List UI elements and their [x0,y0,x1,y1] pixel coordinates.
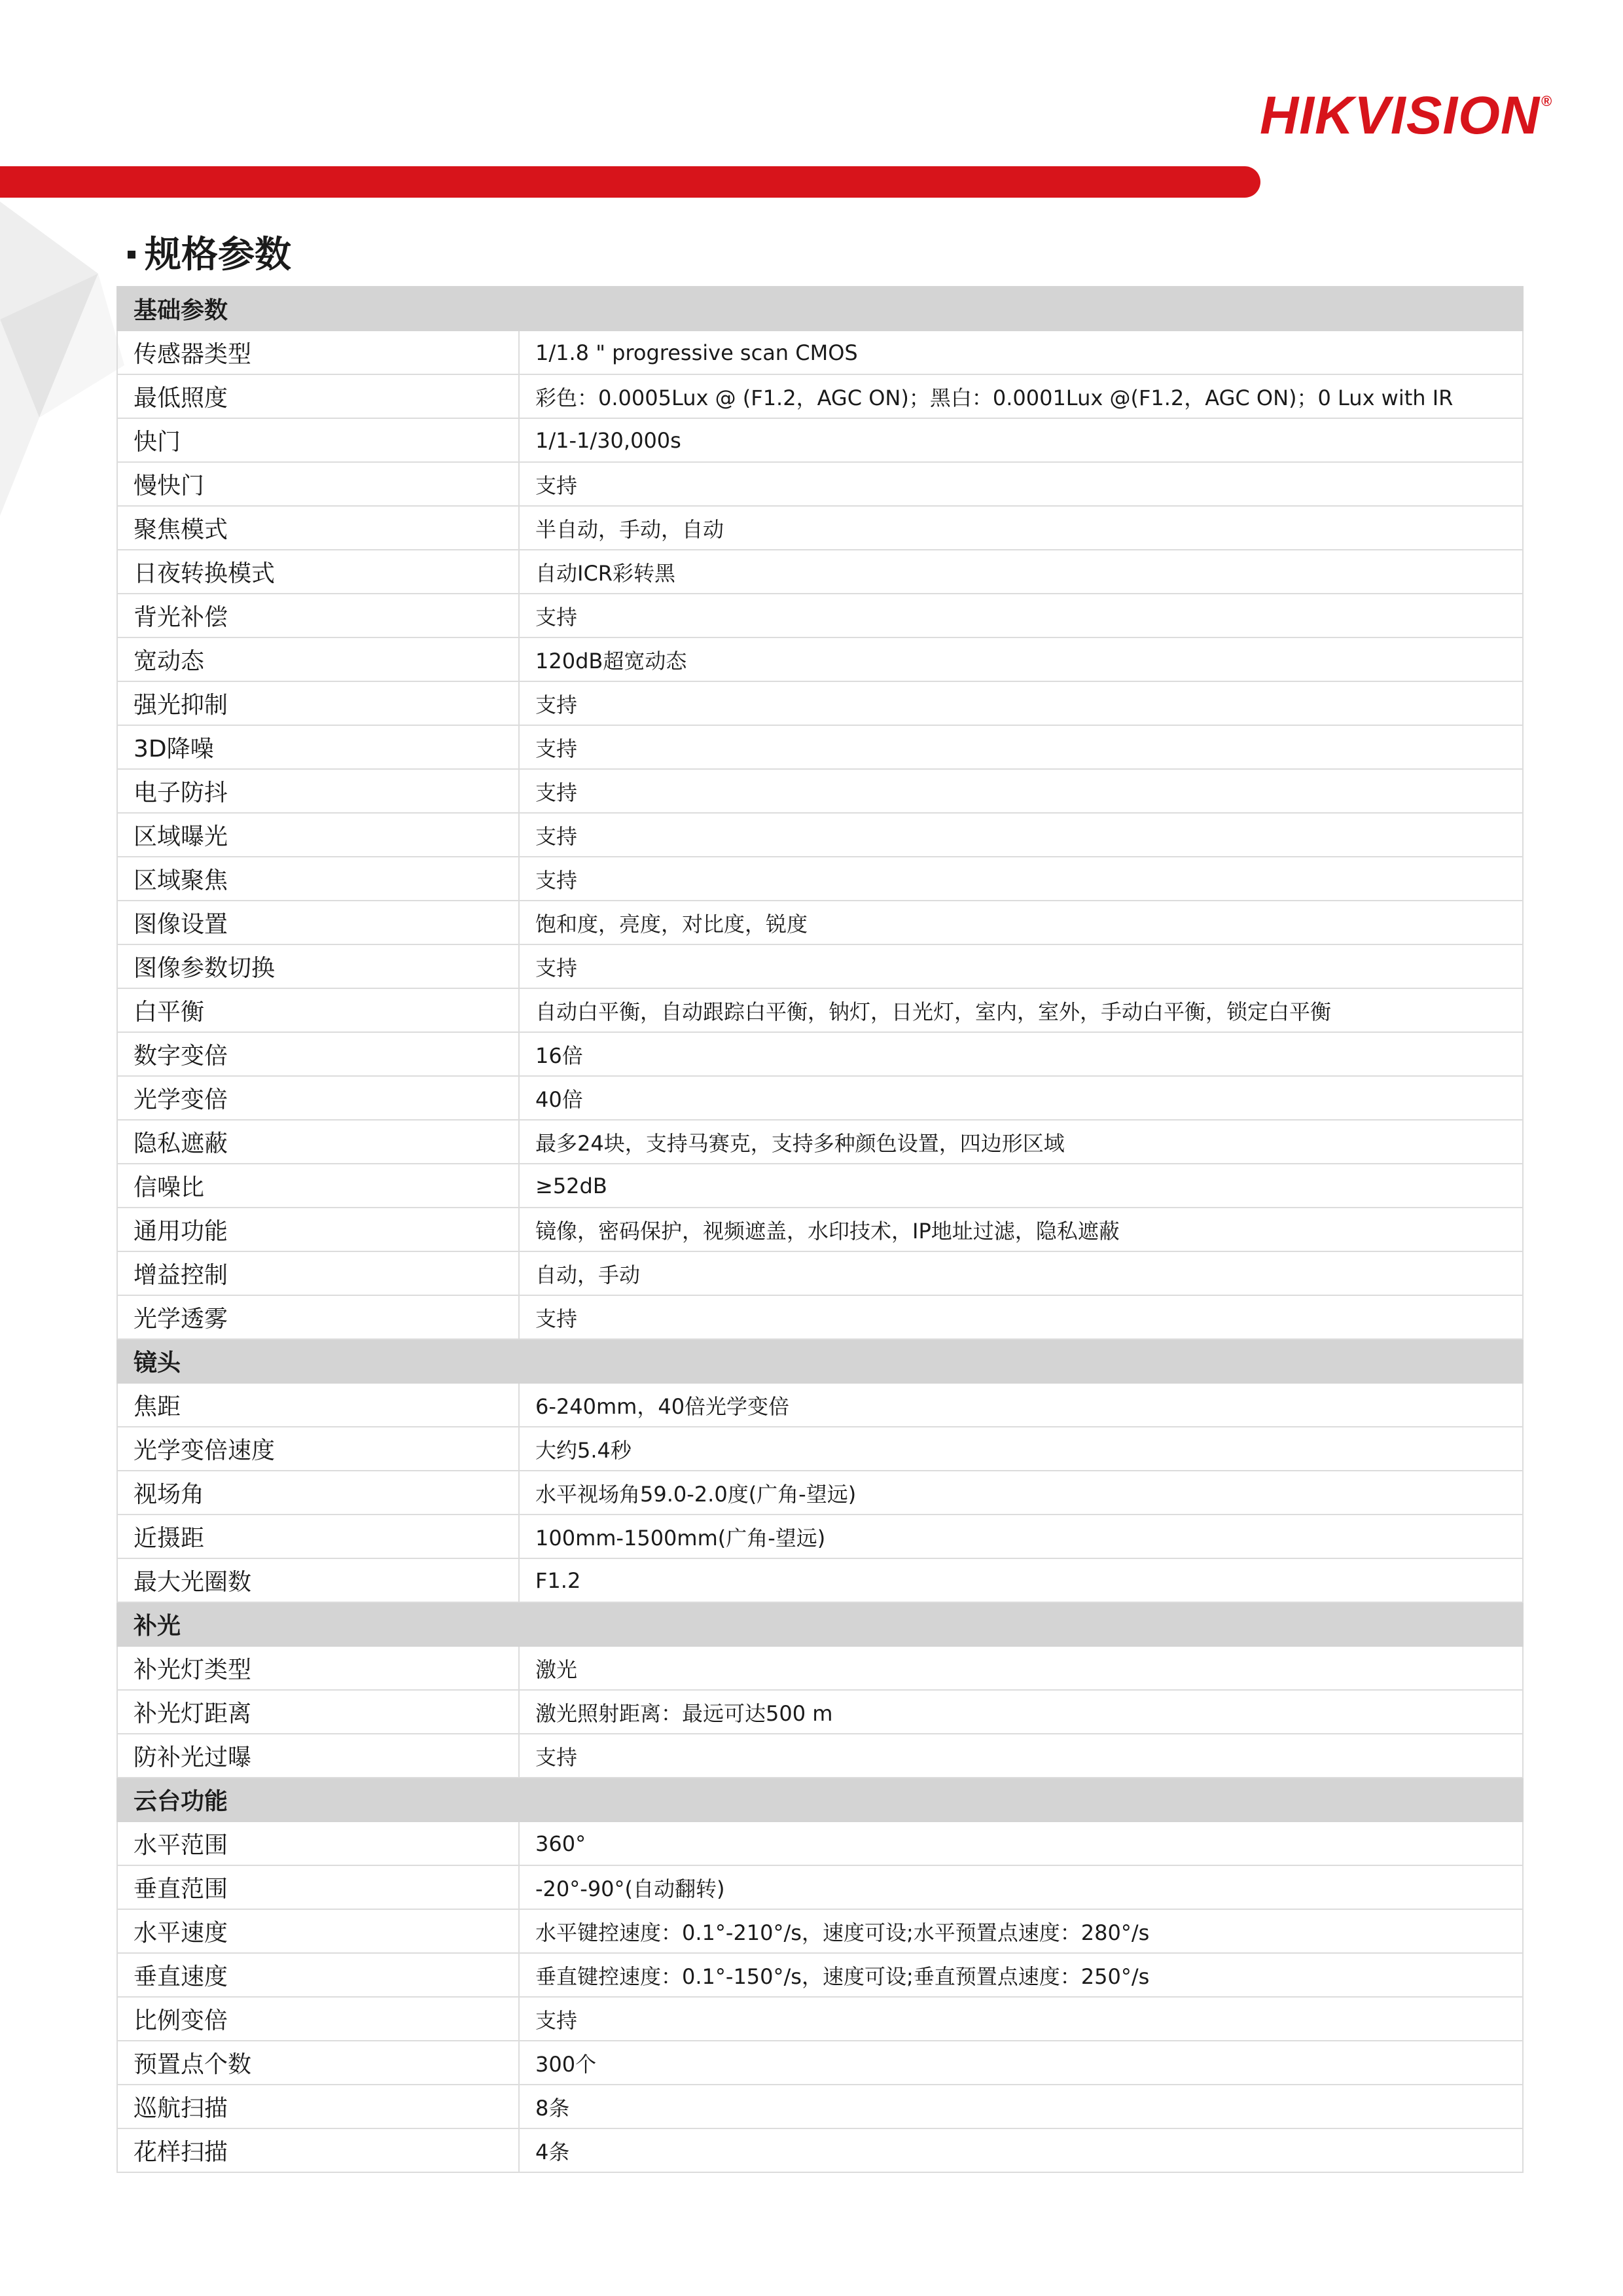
spec-label: 光学透雾 [117,1295,519,1339]
spec-value: 自动，手动 [519,1251,1523,1295]
spec-value: 饱和度，亮度，对比度，锐度 [519,901,1523,944]
spec-label: 巡航扫描 [117,2085,519,2128]
spec-label: 水平范围 [117,1821,519,1865]
spec-label: 数字变倍 [117,1032,519,1076]
spec-row [117,374,1523,418]
group-title: 云台功能 [117,1778,1523,1821]
spec-value: 120dB超宽动态 [519,637,1523,681]
spec-row [117,550,1523,594]
spec-value: 水平视场角59.0-2.0度(广角-望远) [519,1471,1523,1515]
spec-value: 大约5.4秒 [519,1427,1523,1471]
spec-value: 1/1-1/30,000s [519,418,1523,462]
spec-label: 花样扫描 [117,2128,519,2172]
spec-row [117,1076,1523,1120]
spec-row [117,637,1523,681]
group-title: 镜头 [117,1339,1523,1383]
spec-label: 区域曝光 [117,813,519,857]
spec-row [117,1515,1523,1558]
spec-row [117,857,1523,901]
spec-row [117,2041,1523,2085]
spec-value: 100mm-1500mm(广角-望远) [519,1515,1523,1558]
brand-logo [1260,72,1554,145]
spec-label: 垂直速度 [117,1953,519,1997]
spec-row [117,1821,1523,1865]
spec-row [117,1734,1523,1778]
spec-label: 光学变倍 [117,1076,519,1120]
spec-value: 1/1.8 " progressive scan CMOS [519,331,1523,374]
spec-label: 信噪比 [117,1164,519,1208]
spec-value: 自动ICR彩转黑 [519,550,1523,594]
spec-label: 补光灯类型 [117,1646,519,1690]
spec-row [117,1120,1523,1164]
spec-row [117,944,1523,988]
spec-label: 增益控制 [117,1251,519,1295]
spec-label: 比例变倍 [117,1997,519,2041]
spec-value: 支持 [519,944,1523,988]
header-red-bar [0,166,1260,198]
group-header-row [117,1778,1523,1821]
spec-label: 强光抑制 [117,681,519,725]
spec-row [117,1164,1523,1208]
spec-label: 聚焦模式 [117,506,519,550]
spec-label: 垂直范围 [117,1865,519,1909]
spec-label: 光学变倍速度 [117,1427,519,1471]
spec-row [117,1953,1523,1997]
spec-row [117,462,1523,506]
spec-value: -20°-90°(自动翻转) [519,1865,1523,1909]
bullet-square [128,251,135,259]
spec-value: 镜像，密码保护，视频遮盖，水印技术，IP地址过滤，隐私遮蔽 [519,1208,1523,1251]
spec-value: 彩色：0.0005Lux @ (F1.2，AGC ON)；黑白：0.0001Lux @(F1.2，AGC ON)；0 Lux with IR [519,374,1523,418]
spec-value: ≥52dB [519,1164,1523,1208]
spec-row [117,901,1523,944]
spec-table-body [117,287,1523,2172]
spec-label: 视场角 [117,1471,519,1515]
spec-row [117,1646,1523,1690]
decorative-triangles [0,202,124,516]
spec-row [117,1208,1523,1251]
spec-value: 水平键控速度：0.1°-210°/s，速度可设;水平预置点速度：280°/s [519,1909,1523,1953]
spec-label: 通用功能 [117,1208,519,1251]
spec-row [117,418,1523,462]
spec-label: 防补光过曝 [117,1734,519,1778]
spec-value: 支持 [519,594,1523,637]
spec-table [116,286,1524,2173]
spec-label: 白平衡 [117,988,519,1032]
spec-label: 日夜转换模式 [117,550,519,594]
spec-row [117,681,1523,725]
spec-label: 背光补偿 [117,594,519,637]
spec-row [117,1909,1523,1953]
brand-logo-text: HIKVISION [1260,86,1541,145]
spec-label: 最低照度 [117,374,519,418]
spec-value: 支持 [519,681,1523,725]
spec-value: 40倍 [519,1076,1523,1120]
spec-value: 300个 [519,2041,1523,2085]
spec-label: 宽动态 [117,637,519,681]
spec-label: 最大光圈数 [117,1558,519,1602]
spec-value: 支持 [519,769,1523,813]
spec-label: 图像设置 [117,901,519,944]
spec-label: 区域聚焦 [117,857,519,901]
spec-label: 快门 [117,418,519,462]
spec-value: 垂直键控速度：0.1°-150°/s，速度可设;垂直预置点速度：250°/s [519,1953,1523,1997]
spec-value: 支持 [519,1295,1523,1339]
spec-value: 支持 [519,813,1523,857]
spec-value: 最多24块，支持马赛克，支持多种颜色设置，四边形区域 [519,1120,1523,1164]
spec-label: 预置点个数 [117,2041,519,2085]
group-header-row [117,287,1523,331]
spec-label: 3D降噪 [117,725,519,769]
spec-row [117,1690,1523,1734]
spec-row [117,725,1523,769]
spec-value: 支持 [519,462,1523,506]
spec-row [117,506,1523,550]
spec-label: 传感器类型 [117,331,519,374]
spec-value: 支持 [519,725,1523,769]
spec-row [117,1471,1523,1515]
section-title-text: 规格参数 [145,234,291,276]
spec-row [117,1032,1523,1076]
spec-row [117,331,1523,374]
spec-row [117,769,1523,813]
spec-row [117,1997,1523,2041]
spec-label: 图像参数切换 [117,944,519,988]
section-title [128,229,291,281]
spec-label: 电子防抖 [117,769,519,813]
spec-label: 水平速度 [117,1909,519,1953]
spec-label: 慢快门 [117,462,519,506]
spec-value: 8条 [519,2085,1523,2128]
spec-label: 焦距 [117,1383,519,1427]
spec-value: F1.2 [519,1558,1523,1602]
spec-label: 补光灯距离 [117,1690,519,1734]
group-title: 补光 [117,1602,1523,1646]
registered-mark: ® [1541,93,1553,109]
spec-value: 6-240mm，40倍光学变倍 [519,1383,1523,1427]
spec-row [117,594,1523,637]
spec-value: 支持 [519,857,1523,901]
spec-row [117,1558,1523,1602]
group-header-row [117,1339,1523,1383]
spec-row [117,1427,1523,1471]
spec-value: 支持 [519,1734,1523,1778]
spec-row [117,813,1523,857]
spec-value: 4条 [519,2128,1523,2172]
spec-value: 半自动，手动，自动 [519,506,1523,550]
spec-value: 激光 [519,1646,1523,1690]
spec-row [117,988,1523,1032]
spec-value: 自动白平衡，自动跟踪白平衡，钠灯，日光灯，室内，室外，手动白平衡，锁定白平衡 [519,988,1523,1032]
spec-value: 激光照射距离：最远可达500 m [519,1690,1523,1734]
spec-row [117,1251,1523,1295]
spec-value: 16倍 [519,1032,1523,1076]
group-header-row [117,1602,1523,1646]
spec-value: 支持 [519,1997,1523,2041]
spec-value: 360° [519,1821,1523,1865]
spec-row [117,2128,1523,2172]
spec-row [117,1865,1523,1909]
spec-row [117,2085,1523,2128]
spec-row [117,1383,1523,1427]
spec-label: 近摄距 [117,1515,519,1558]
spec-label: 隐私遮蔽 [117,1120,519,1164]
group-title: 基础参数 [117,287,1523,331]
spec-row [117,1295,1523,1339]
